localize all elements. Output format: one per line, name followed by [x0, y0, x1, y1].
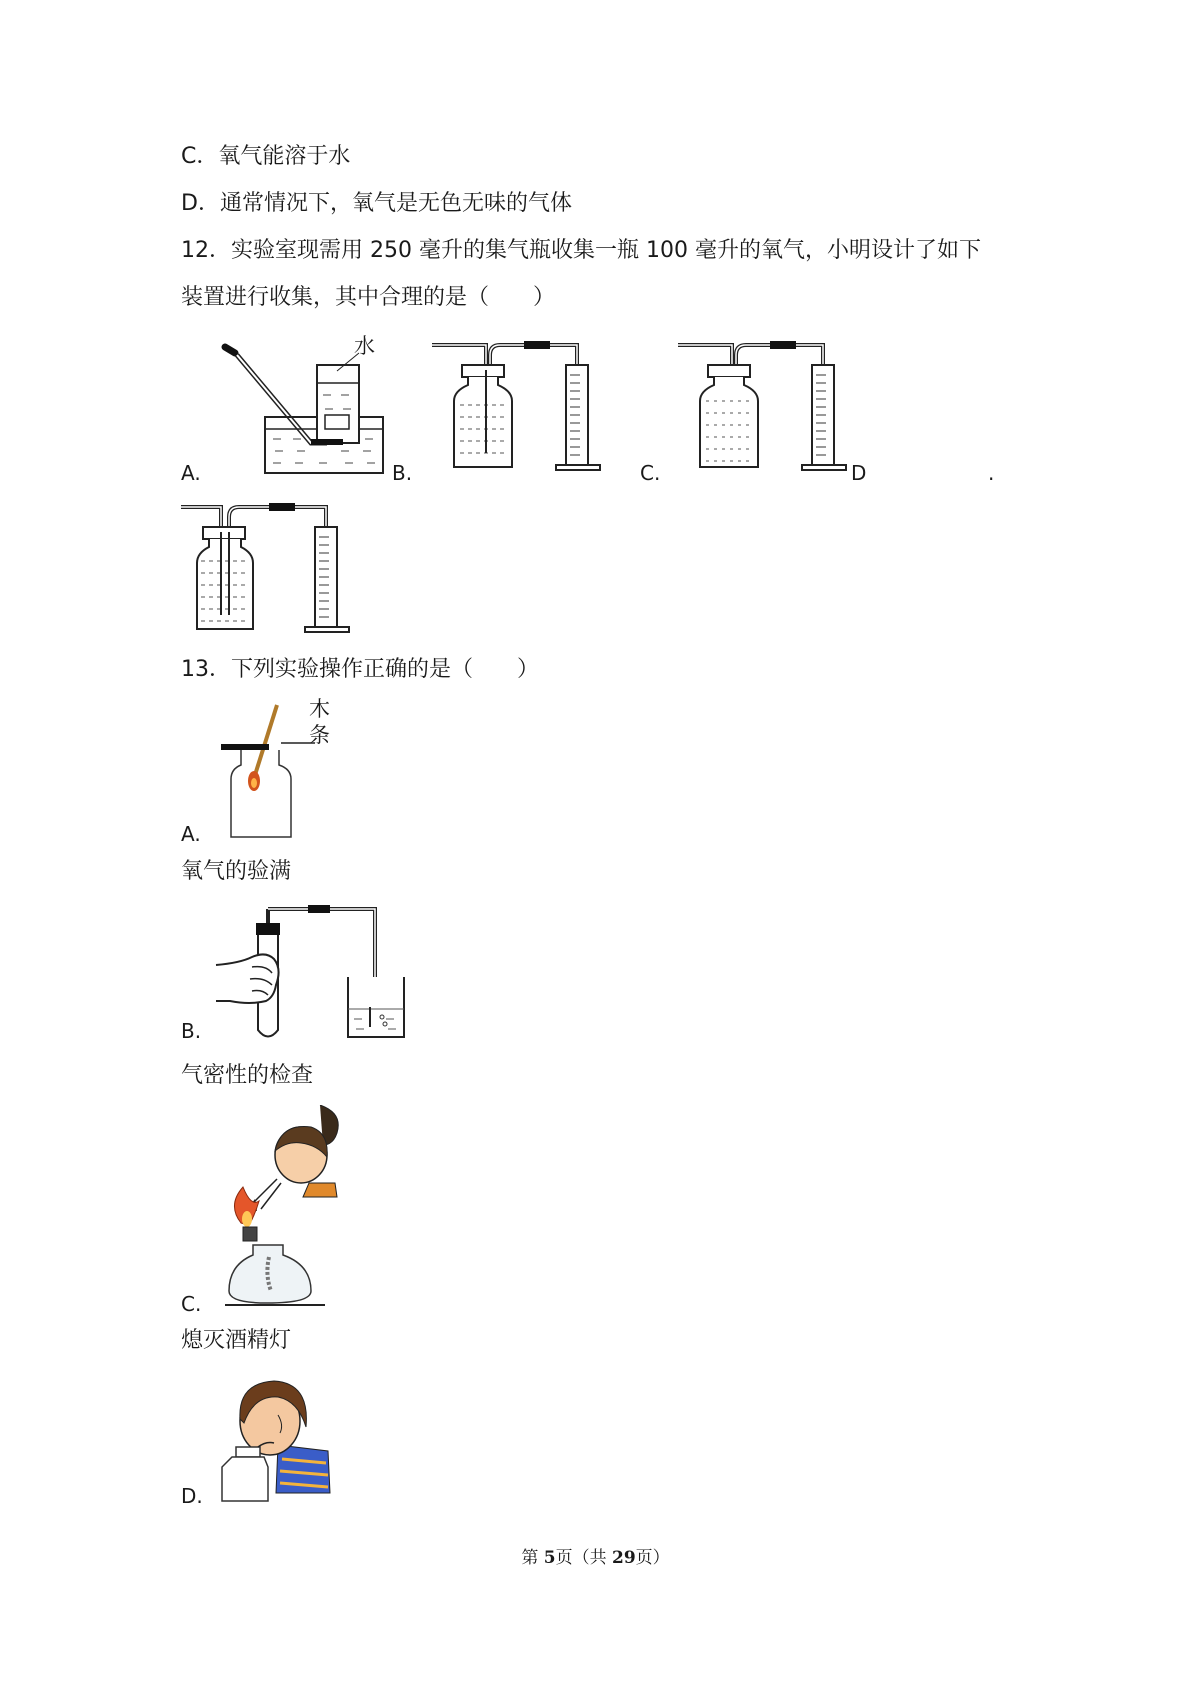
- q12-label-d: D: [851, 461, 867, 485]
- footer-suffix: 页）: [635, 1548, 670, 1568]
- q13-label-c: C.: [181, 1292, 202, 1316]
- q13-caption-b: 气密性的检查: [181, 1063, 314, 1088]
- q12-water-label: 水: [354, 334, 375, 358]
- q12-figure-c-bottle-cylinder: [678, 335, 853, 475]
- q13-figure-c-blow-out-lamp: [225, 1105, 360, 1315]
- q12-figure-b-bottle-cylinder: [432, 335, 607, 475]
- q13-stick-label-1: 木: [309, 697, 330, 721]
- q12-label-b: B.: [392, 461, 413, 485]
- footer-total-pages: 29: [611, 1548, 636, 1568]
- q13-label-b: B.: [181, 1019, 202, 1043]
- q12-label-c: C.: [640, 461, 661, 485]
- q11-option-c: C．氧气能溶于水: [181, 144, 351, 169]
- q13-stem: 13．下列实验操作正确的是（ ）: [181, 657, 539, 682]
- q13-stick-label-2: 条: [309, 723, 330, 747]
- q13-figure-d-smelling-bottle: [218, 1375, 333, 1505]
- q12-label-a: A.: [181, 461, 201, 485]
- q12-stem-line-1: 12．实验室现需用 250 毫升的集气瓶收集一瓶 100 毫升的氧气，小明设计了如下: [181, 238, 981, 263]
- footer-middle: 页（共: [555, 1548, 612, 1568]
- q13-caption-c: 熄灭酒精灯: [181, 1328, 292, 1353]
- footer-page-number: 5: [543, 1548, 556, 1568]
- q13-figure-b-airtightness-check: [210, 905, 410, 1040]
- q13-label-d: D.: [181, 1484, 203, 1508]
- q12-trailing-dot: .: [988, 461, 995, 485]
- q12-figure-d-bottle-cylinder: [181, 497, 356, 637]
- q13-caption-a: 氧气的验满: [181, 859, 292, 884]
- footer-prefix: 第: [521, 1548, 544, 1568]
- q13-label-a: A.: [181, 822, 201, 846]
- page-footer: [0, 1543, 1191, 1568]
- q11-option-d: D．通常情况下，氧气是无色无味的气体: [181, 191, 572, 216]
- q12-stem-line-2: 装置进行收集，其中合理的是（ ）: [181, 285, 556, 310]
